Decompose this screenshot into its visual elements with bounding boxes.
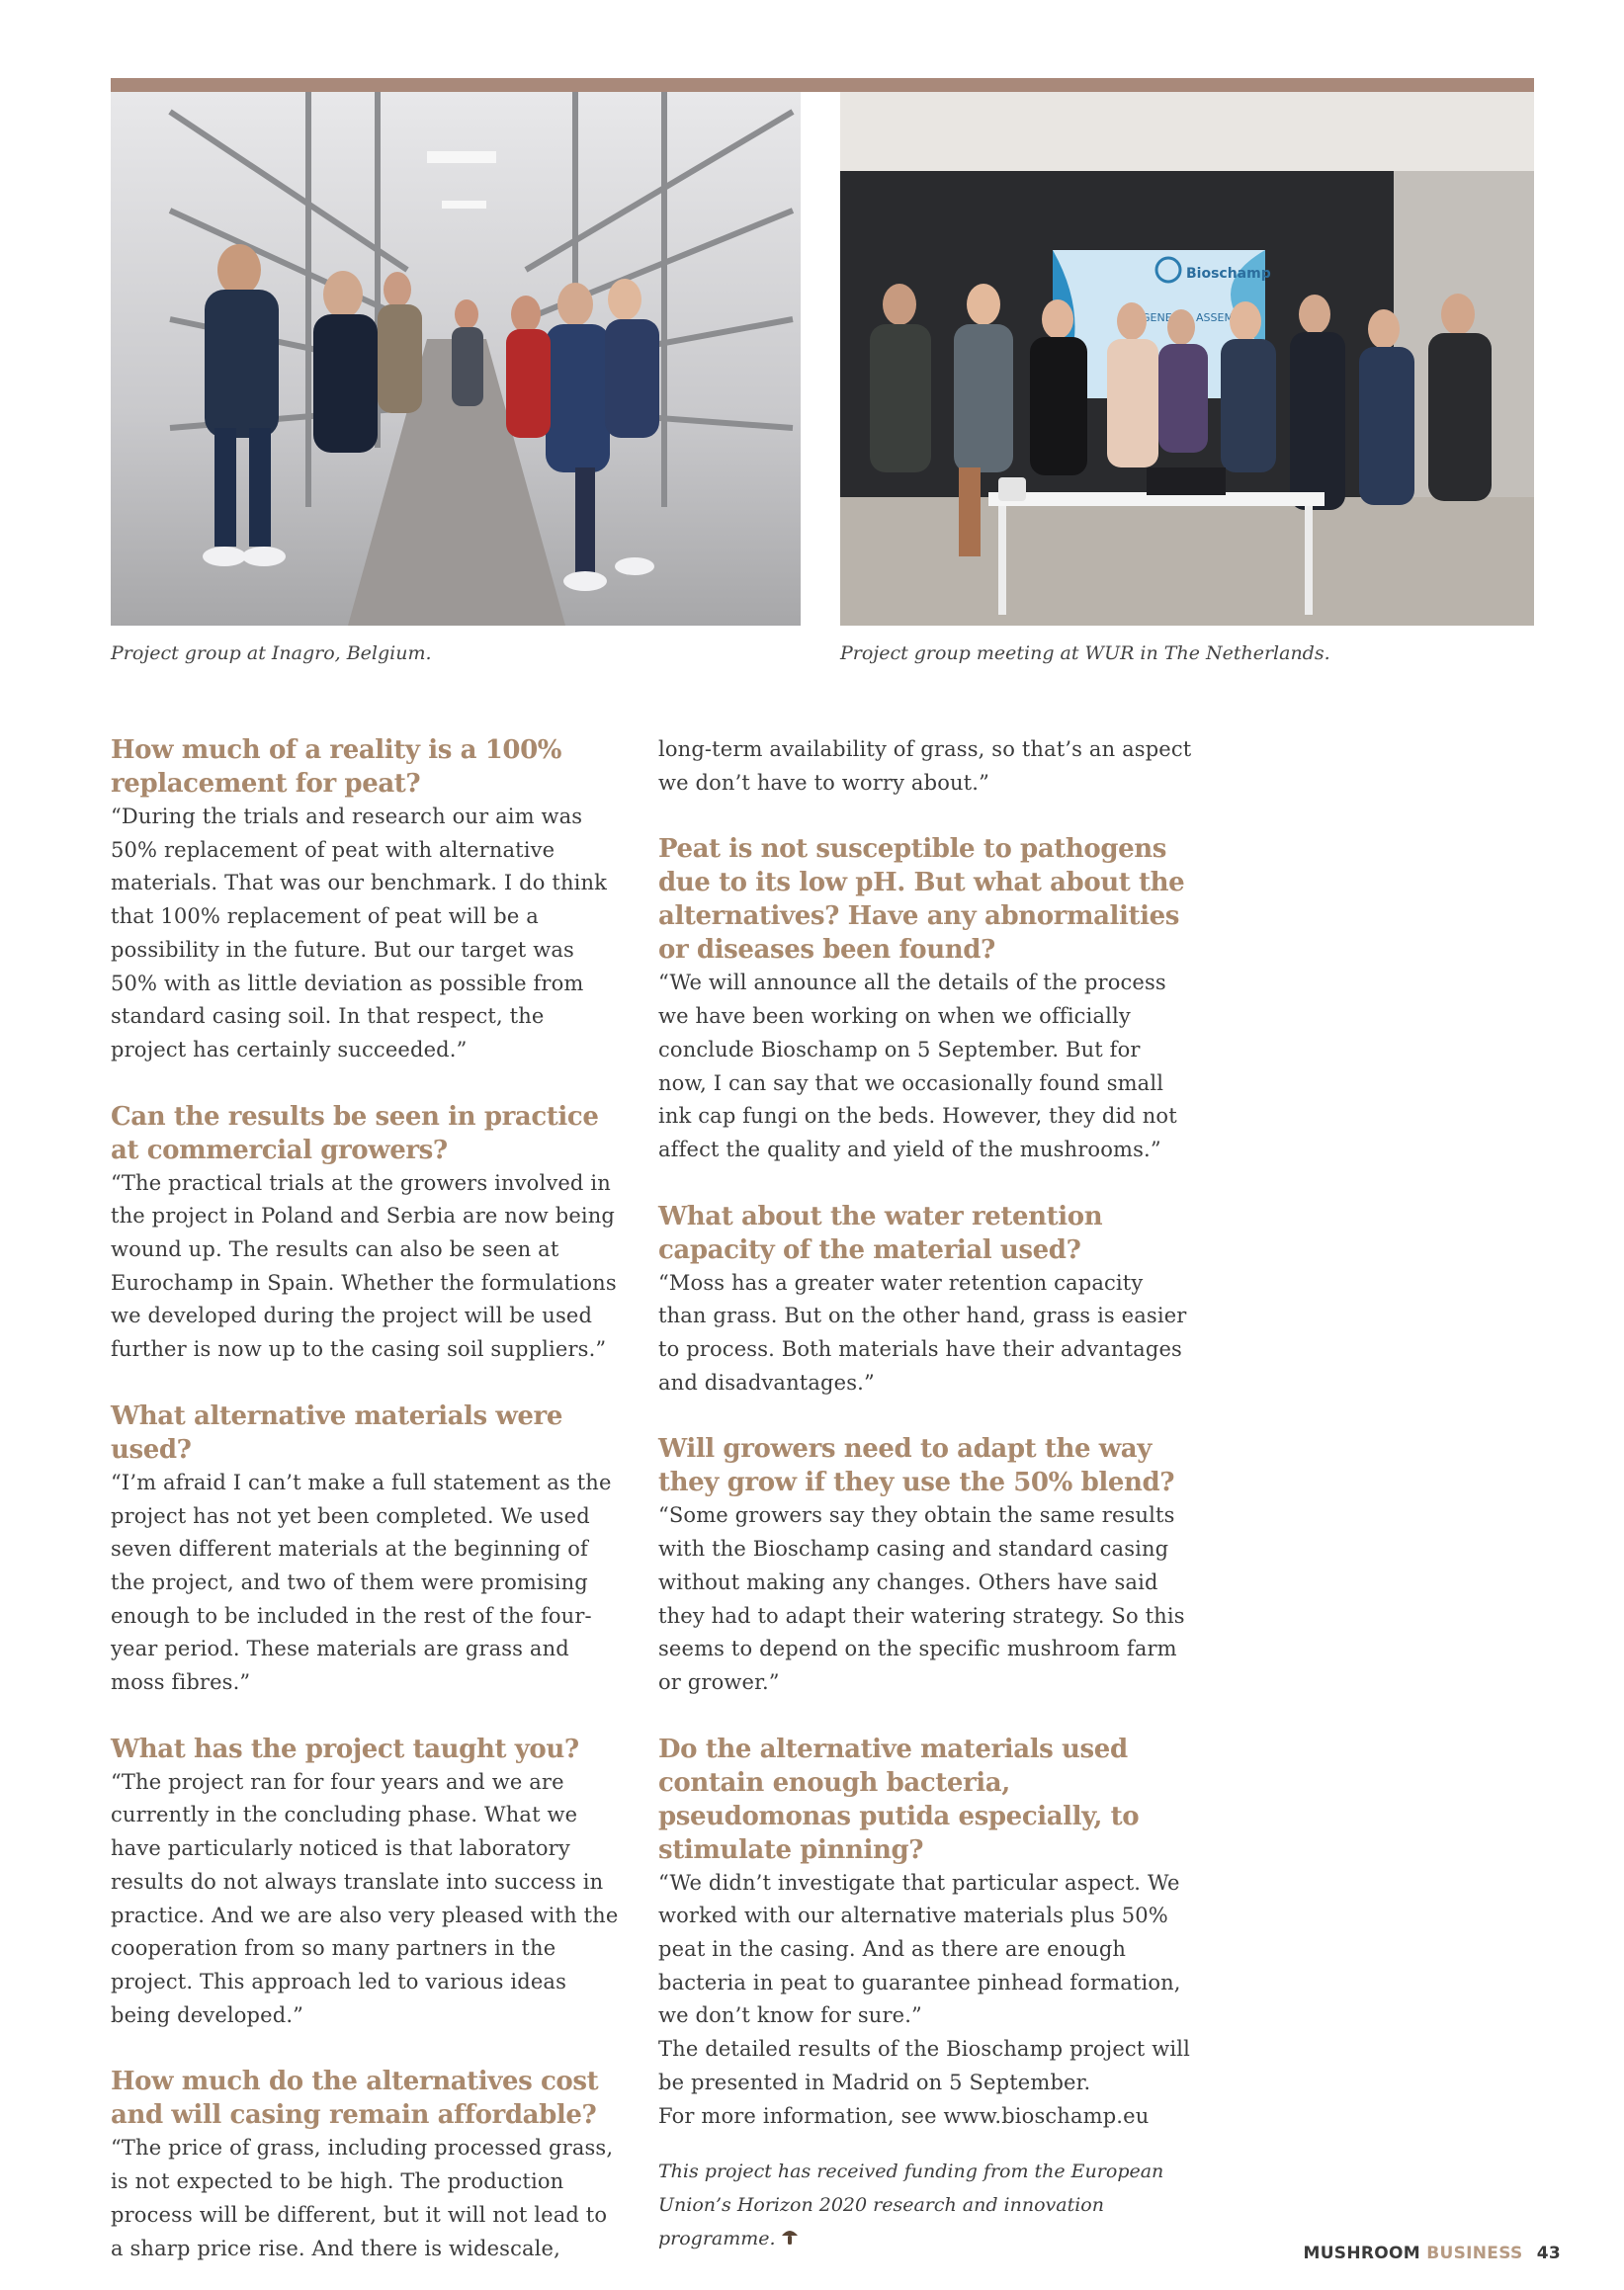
article-column-1	[111, 733, 625, 2265]
answer-paragraph: “We didn’t investigate that particular aspect. We worked with our alternative materials plus 50% peat in the casing. And as there are enough bacteria in peat to guarantee pinhead formation, we don’t know for sure.”	[658, 1870, 1181, 2028]
page-footer	[1303, 2244, 1561, 2263]
footer-brand-mushroom: MUSHROOM	[1303, 2244, 1420, 2263]
photo-inagro-group	[111, 92, 801, 626]
question-heading: What alternative materials were used?	[111, 1400, 562, 1465]
page-number: 43	[1536, 2244, 1561, 2263]
question-heading: Can the results be seen in practice at commercial growers?	[111, 1101, 599, 1165]
question-heading: What about the water retention capacity of the material used?	[658, 1201, 1103, 1265]
answer-paragraph: “The project ran for four years and we are currently in the concluding phase. What we have particularly noticed is that laboratory results do not always translate into success in practice. And we are also very pleased with the cooperation from so many partners in the project. This approach led to various ideas being developed.”	[111, 1769, 619, 2027]
question-heading: Will growers need to adapt the way they grow if they use the 50% blend?	[658, 1434, 1175, 1498]
question-heading: What has the project taught you?	[111, 1734, 579, 1764]
answer-paragraph: “We will announce all the details of the process we have been working on when we officially conclude Bioschamp on 5 September. But for now, I can say that we occasionally found small ink cap fungi on the beds. However, they did not affect the quality and yield of the mushrooms.”	[658, 971, 1177, 1161]
mushroom-end-icon	[780, 2224, 800, 2257]
caption-right: Project group meeting at WUR in The Netherlands.	[840, 642, 1330, 664]
continued-paragraph: long-term availability of grass, so that’s an aspect we don’t have to worry about.”	[658, 737, 1192, 795]
answer-paragraph: “The practical trials at the growers involved in the project in Poland and Serbia are now being wound up. The results can also be seen at Eurochamp in Spain. Whether the formulations we developed during the project will be used further is now up to the casing soil suppliers.”	[111, 1170, 617, 1362]
answer-paragraph: “Moss has a greater water retention capacity than grass. But on the other hand, grass is easier to process. Both materials have their advantages and disadvantages.”	[658, 1270, 1187, 1395]
screen-heading-text: GENERAL ASSEMB	[1142, 311, 1241, 324]
answer-paragraph: “Some growers say they obtain the same results with the Bioschamp casing and standard casing without making any changes. Others have said they had to adapt their watering strategy. So this seems to depend on the specific mushroom farm or grower.”	[658, 1503, 1185, 1694]
caption-left: Project group at Inagro, Belgium.	[111, 642, 432, 664]
question-heading: How much of a reality is a 100% replacement for peat?	[111, 735, 562, 799]
answer-paragraph: “I’m afraid I can’t make a full statement as the project has not yet been completed. We used seven different materials at the beginning of the project, and two of them were promising enough to be included in the rest of the four-year period. These materials are grass and moss fibres.”	[111, 1470, 612, 1695]
question-heading: How much do the alternatives cost and will casing remain affordable?	[111, 2067, 599, 2131]
photo-wur-meeting	[840, 92, 1534, 626]
funding-text: This project has received funding from the European Union’s Horizon 2020 research and innovation programme.	[658, 2161, 1164, 2250]
footer-brand-business: BUSINESS	[1426, 2244, 1523, 2263]
more-info-line: For more information, see www.bioschamp.eu	[658, 2103, 1150, 2128]
top-accent-bar	[111, 78, 1534, 92]
answer-paragraph: “The price of grass, including processed grass, is not expected to be high. The production process will be different, but it will not lead to a sharp price rise. And there is widescale,	[111, 2136, 614, 2260]
screen-brand-text: Bioschamp	[1186, 266, 1271, 282]
closing-paragraph: The detailed results of the Bioschamp project will be presented in Madrid on 5 September.	[658, 2037, 1190, 2094]
answer-paragraph: “During the trials and research our aim was 50% replacement of peat with alternative materials. That was our benchmark. I do think that 100% replacement of peat will be a possibility in the future. But our target was 50% with as little deviation as possible from standard casing soil. In that respect, the project has certainly succeeded.”	[111, 805, 608, 1061]
question-heading: Peat is not susceptible to pathogens due to its low pH. But what about the alternatives? Have any abnormalities or diseases been found?	[658, 834, 1185, 966]
funding-note	[658, 2155, 1192, 2257]
question-heading: Do the alternative materials used contain enough bacteria, pseudomonas putida especially, to stimulate pinning?	[658, 1734, 1140, 1865]
article-column-2	[658, 733, 1192, 2257]
